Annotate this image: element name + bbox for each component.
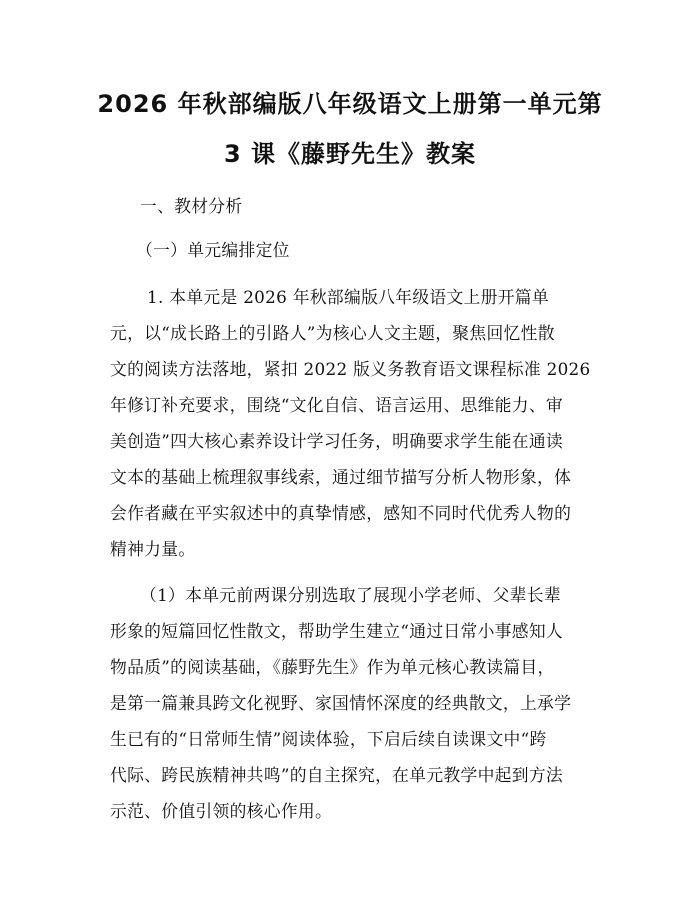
paragraph-line: 物品质”的阅读基础，《藤野先生》作为单元核心教读篇目， bbox=[110, 657, 555, 677]
paragraph-line: 年修订补充要求，围绕“文化自信、语言运用、思维能力、审 bbox=[110, 395, 563, 415]
paragraph-line: 元，以“成长路上的引路人”为核心人文主题，聚焦回忆性散 bbox=[110, 323, 555, 343]
paragraph-line: 精神力量。 bbox=[110, 539, 196, 559]
paragraph-line: 示范、价值引领的核心作用。 bbox=[110, 801, 333, 821]
paragraph-line: 文的阅读方法落地，紧扣 2022 版义务教育语文课程标准 2026 bbox=[110, 359, 591, 379]
paragraph-line: 美创造”四大核心素养设计学习任务，明确要求学生能在通读 bbox=[110, 431, 563, 451]
paragraph-line: （1）本单元前两课分别选取了展现小学老师、父辈长辈 bbox=[140, 585, 561, 605]
paragraph-line: 形象的短篇回忆性散文，帮助学生建立“通过日常小事感知人 bbox=[110, 621, 563, 641]
paragraph-line: 生已有的“日常师生情”阅读体验，下启后续自读课文中“跨 bbox=[110, 729, 547, 749]
document-title-line-1: 2026 年秋部编版八年级语文上册第一单元第 bbox=[97, 90, 603, 118]
subsection-heading: （一）单元编排定位 bbox=[136, 240, 290, 260]
paragraph-line: 是第一篇兼具跨文化视野、家国情怀深度的经典散文，上承学 bbox=[110, 693, 572, 713]
section-heading: 一、教材分析 bbox=[140, 196, 243, 216]
paragraph-line: 代际、跨民族精神共鸣”的自主探究，在单元教学中起到方法 bbox=[110, 765, 563, 785]
paragraph-line: 1. 本单元是 2026 年秋部编版八年级语文上册开篇单 bbox=[147, 287, 549, 307]
paragraph-line: 会作者藏在平实叙述中的真挚情感，感知不同时代优秀人物的 bbox=[110, 503, 572, 523]
document-title-line-2: 3 课《藤野先生》教案 bbox=[223, 140, 477, 168]
paragraph-line: 文本的基础上梳理叙事线索，通过细节描写分析人物形象，体 bbox=[110, 467, 572, 487]
